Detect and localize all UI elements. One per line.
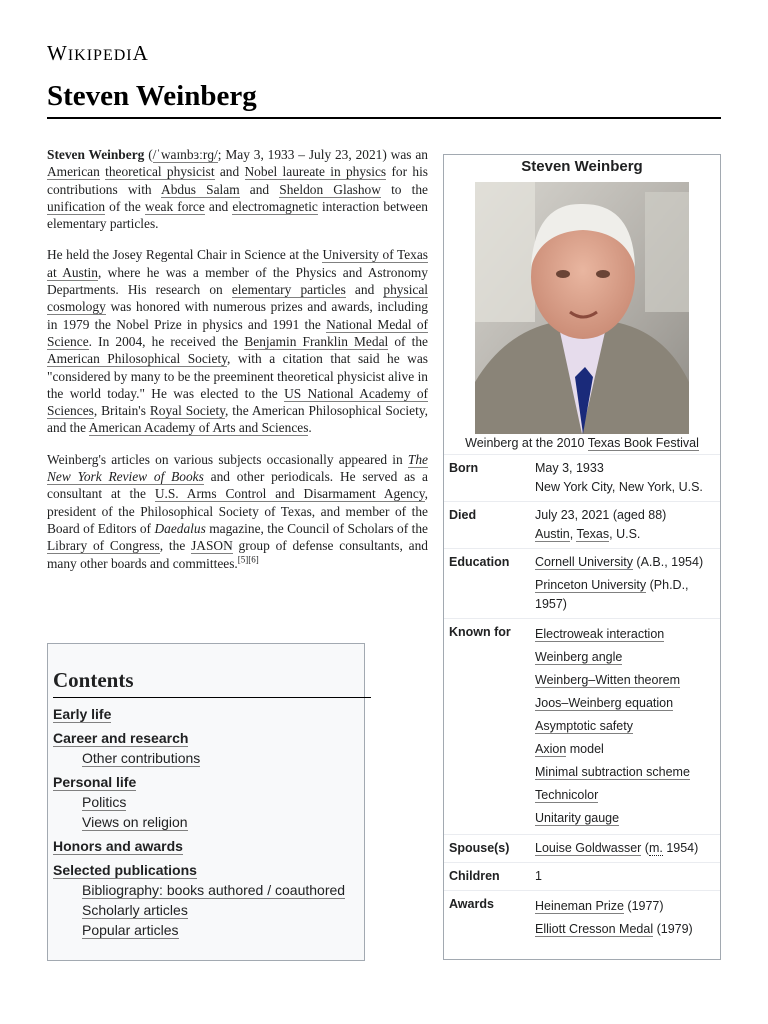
- link-franklin-medal[interactable]: Benjamin Franklin Medal: [244, 333, 389, 349]
- infobox-row-died: Died July 23, 2021 (aged 88) Austin, Texas, U.S.: [444, 502, 720, 549]
- toc-item-label: Other contributions: [82, 750, 201, 766]
- known-for-link[interactable]: Technicolor: [535, 788, 599, 802]
- toc-item-label: Personal life: [53, 774, 137, 790]
- link-nyrb[interactable]: The New York Review of Books: [47, 451, 428, 485]
- education-label: Education: [449, 555, 510, 569]
- known-for-link[interactable]: Minimal subtraction scheme: [535, 765, 690, 779]
- link-elliott-cresson-medal[interactable]: Elliott Cresson Medal: [535, 922, 654, 936]
- link-austin[interactable]: Austin: [535, 527, 570, 541]
- born-date: May 3, 1933: [535, 461, 604, 475]
- toc-item-label: Career and research: [53, 730, 189, 746]
- link-heineman-prize[interactable]: Heineman Prize: [535, 899, 624, 913]
- infobox-row-children: [444, 863, 720, 891]
- link-princeton[interactable]: Princeton University: [535, 578, 647, 592]
- link-american[interactable]: American: [47, 164, 100, 180]
- link-texas[interactable]: Texas: [576, 527, 610, 541]
- toc-item-label: Popular articles: [82, 922, 179, 938]
- link-abdus-salam[interactable]: Abdus Salam: [161, 181, 240, 197]
- toc-item[interactable]: [53, 812, 359, 832]
- link-ut-austin[interactable]: University of Texas at Austin: [47, 247, 428, 280]
- toc-item-label: Bibliography: books authored / coauthored: [82, 882, 346, 898]
- toc-item[interactable]: [53, 900, 359, 920]
- toc-item-label: Scholarly articles: [82, 902, 188, 918]
- toc-item[interactable]: [53, 880, 359, 900]
- link-acda[interactable]: U.S. Arms Control and Disarmament Agency: [154, 486, 425, 502]
- table-of-contents: [47, 643, 365, 961]
- link-national-medal-of-science[interactable]: National Medal of Science: [47, 316, 428, 349]
- toc-item-label: Honors and awards: [53, 838, 183, 854]
- daedalus-title: Daedalus: [154, 520, 206, 536]
- infobox-row-spouse: Spouse(s) Louise Goldwasser (m. 1954): [444, 835, 720, 863]
- toc-item-label: Politics: [82, 794, 127, 810]
- link-royal-society[interactable]: Royal Society: [149, 403, 226, 419]
- toc-title: Contents: [53, 668, 371, 698]
- page-title: Steven Weinberg: [47, 78, 721, 119]
- known-for-link[interactable]: Asymptotic safety: [535, 719, 633, 733]
- link-weak-force[interactable]: weak force: [144, 198, 205, 214]
- toc-item-label: Early life: [53, 706, 112, 722]
- portrait-photo[interactable]: [475, 182, 689, 434]
- born-place: New York City, New York, U.S.: [535, 480, 703, 494]
- spouse-label: Spouse(s): [449, 841, 510, 855]
- infobox: [443, 154, 721, 960]
- known-for-link[interactable]: Joos–Weinberg equation: [535, 696, 674, 710]
- link-sheldon-glashow[interactable]: Sheldon Glashow: [279, 181, 381, 197]
- paragraph-intro: Steven Weinberg (/ˈwaɪnbɜːrɡ/; May 3, 1933 – July 23, 2021) was an American theoretical physicist and Nobel laureate in physics for his contributions with Abdus Salam and Sheldon Glashow to the unification of the weak force and electromagnetic interaction between elementary particles.: [47, 147, 429, 232]
- known-for-link[interactable]: Unitarity gauge: [535, 811, 620, 825]
- link-library-of-congress[interactable]: Library of Congress: [47, 538, 160, 554]
- infobox-row-awards: Awards Heineman Prize (1977) Elliott Cresson Medal (1979): [444, 891, 720, 945]
- died-label: Died: [449, 508, 477, 522]
- link-american-academy[interactable]: American Academy of Arts and Sciences: [88, 420, 309, 436]
- known-for-link[interactable]: Electroweak interaction: [535, 627, 665, 641]
- link-cornell[interactable]: Cornell University: [535, 555, 633, 569]
- link-nobel[interactable]: Nobel laureate in physics: [244, 164, 387, 180]
- link-elementary-particles[interactable]: elementary particles: [231, 282, 346, 298]
- infobox-row-education: Education Cornell University (A.B., 1954) Princeton University (Ph.D., 1957): [444, 549, 720, 619]
- link-theoretical-physicist[interactable]: theoretical physicist: [105, 164, 215, 180]
- toc-item[interactable]: [53, 748, 359, 768]
- children-value: 1: [535, 869, 542, 883]
- toc-item[interactable]: [53, 836, 359, 856]
- link-louise-goldwasser[interactable]: Louise Goldwasser: [535, 841, 642, 855]
- toc-item[interactable]: [53, 772, 359, 792]
- link-unification[interactable]: unification: [47, 198, 106, 214]
- paragraph-articles: Weinberg's articles on various subjects occasionally appeared in The New York Review of Books and other periodicals. He served as a consultant at the U.S. Arms Control and Disarmament Agency, president of the Philosophical Society of Texas, and member of the Board of Editors of Daedalus magazine, the Council of Scholars of the Library of Congress, the JASON group of defense consultants, and many other boards and committees.[5][6]: [47, 451, 428, 571]
- toc-item[interactable]: [53, 920, 359, 940]
- infobox-title: Steven Weinberg: [521, 158, 643, 175]
- logo-letter: A: [132, 41, 149, 65]
- link-jason[interactable]: JASON: [191, 538, 233, 554]
- logo-letter: W: [47, 41, 68, 65]
- children-label: Children: [449, 869, 500, 883]
- toc-item[interactable]: [53, 728, 359, 748]
- ipa-link[interactable]: /ˈwaɪnbɜːrɡ/: [152, 147, 218, 162]
- toc-list: [53, 704, 359, 940]
- infobox-row-born: [444, 455, 720, 502]
- reference-link[interactable]: [5][6]: [237, 554, 259, 565]
- subject-name: Steven Weinberg: [47, 147, 145, 162]
- wikipedia-logo[interactable]: [47, 41, 149, 66]
- link-us-national-academy[interactable]: US National Academy of Sciences: [47, 385, 428, 419]
- toc-item-label: Selected publications: [53, 862, 197, 878]
- article-body: [47, 146, 428, 586]
- toc-item[interactable]: [53, 704, 359, 724]
- died-date: July 23, 2021 (aged 88): [535, 508, 667, 522]
- known-for-link[interactable]: Weinberg–Witten theorem: [535, 673, 680, 687]
- infobox-row-known-for: [444, 619, 720, 835]
- photo-caption: Weinberg at the 2010 Texas Book Festival: [444, 434, 720, 455]
- axion-suffix: model: [566, 742, 604, 756]
- toc-item[interactable]: [53, 860, 359, 880]
- logo-letters: IKIPEDI: [67, 47, 133, 64]
- paragraph-career: He held the Josey Regental Chair in Science at the University of Texas at Austin, where he was a member of the Physics and Astronomy Departments. His research on elementary particles and physical cosmology was honored with numerous prizes and awards, including in 1979 the Nobel Prize in physics and 1991 the National Medal of Science. In 2004, he received the Benjamin Franklin Medal of the American Philosophical Society, with a citation that said he was "considered by many to be the preeminent theoretical physicist alive in the world today." He was elected to the US National Academy of Sciences, Britain's Royal Society, the American Philosophical Society, and the American Academy of Arts and Sciences.: [47, 247, 429, 436]
- married-abbr[interactable]: m.: [648, 841, 663, 855]
- link-physical-cosmology[interactable]: physical cosmology: [47, 282, 429, 315]
- known-for-label: Known for: [449, 625, 511, 639]
- born-label: Born: [449, 461, 479, 475]
- link-american-philosophical-society[interactable]: American Philosophical Society: [47, 351, 228, 367]
- toc-item-label: Views on religion: [82, 814, 188, 830]
- awards-label: Awards: [449, 897, 494, 911]
- toc-item[interactable]: [53, 792, 359, 812]
- known-for-link[interactable]: Weinberg angle: [535, 650, 623, 664]
- link-electromagnetic[interactable]: electromagnetic: [232, 198, 318, 214]
- known-for-link[interactable]: Axion: [535, 742, 567, 756]
- link-texas-book-festival[interactable]: Texas Book Festival: [587, 436, 699, 450]
- known-for-list: [535, 623, 720, 830]
